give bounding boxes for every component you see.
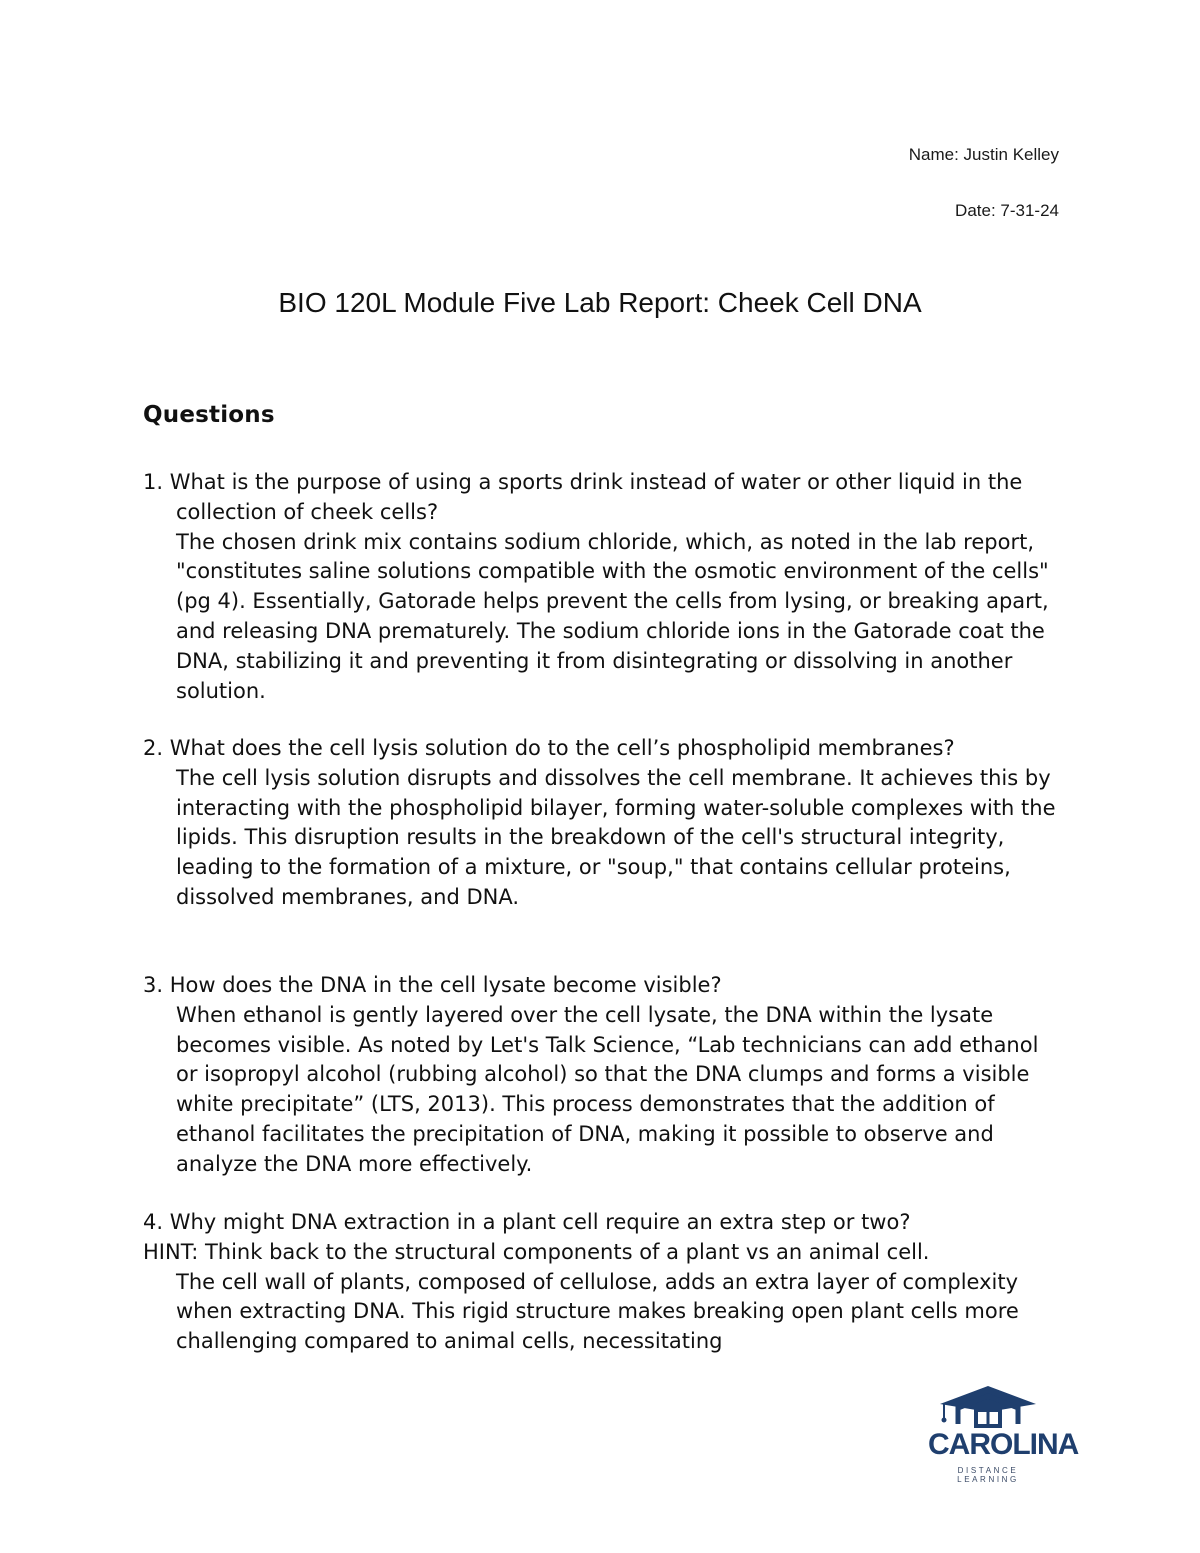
question-block-3 xyxy=(143,971,1063,1180)
answer-text: When ethanol is gently layered over the cell lysate, the DNA within the lysate becomes visible. As noted by Let's Talk Science, “Lab technicians can add ethanol or isopropyl alcohol (rubbing alcohol) so that the DNA clumps and forms a visible white precipitate” (LTS, 2013). This process demonstrates that the addition of ethanol facilitates the precipitation of DNA, making it possible to observe and analyze the DNA more effectively. xyxy=(176,1002,1039,1176)
answer-text: The chosen drink mix contains sodium chloride, which, as noted in the lab report, "constitutes saline solutions compatible with the osmotic environment of the cells" (pg 4). Essentially, Gatorade helps prevent the cells from lysing, or breaking apart, and releasing DNA prematurely. The sodium chloride ions in the Gatorade coat the DNA, stabilizing it and preventing it from disintegrating or dissolving in another solution. xyxy=(176,529,1049,703)
student-name: Name: Justin Kelley xyxy=(908,145,1059,164)
question-text: 1. What is the purpose of using a sports drink instead of water or other liquid in the collection of cheek cells? xyxy=(143,470,1023,524)
report-date: Date: 7-31-24 xyxy=(955,201,1059,220)
document-title: BIO 120L Module Five Lab Report: Cheek Cell DNA xyxy=(278,287,922,318)
logo-wordmark: CAROLINA xyxy=(928,1428,1079,1461)
answer-text: The cell lysis solution disrupts and dissolves the cell membrane. It achieves this by interacting with the phospholipid bilayer, forming water-soluble complexes with the lipids. This disruption results in the breakdown of the cell's structural integrity, leading to the formation of a mixture, or "soup," that contains cellular proteins, dissolved membranes, and DNA. xyxy=(176,765,1056,909)
question-block-1 xyxy=(143,468,1063,706)
question-block-2 xyxy=(143,734,1063,913)
house-graduation-cap-icon xyxy=(932,1382,1044,1432)
question-text: 2. What does the cell lysis solution do to the cell’s phospholipid membranes? xyxy=(143,736,955,760)
logo-tagline: DISTANCE LEARNING xyxy=(957,1466,1019,1484)
section-heading-questions: Questions xyxy=(143,402,275,428)
hint-text: HINT: Think back to the structural components of a plant vs an animal cell. xyxy=(143,1239,930,1264)
question-text: 3. How does the DNA in the cell lysate become visible? xyxy=(143,973,722,997)
carolina-logo xyxy=(928,1382,1079,1484)
answer-text: The cell wall of plants, composed of cellulose, adds an extra layer of complexity when extracting DNA. This rigid structure makes breaking open plant cells more challenging compared to animal cells, necessitating xyxy=(176,1269,1019,1354)
question-block-4 xyxy=(143,1208,1063,1357)
question-text: 4. Why might DNA extraction in a plant cell require an extra step or two? xyxy=(143,1210,911,1234)
